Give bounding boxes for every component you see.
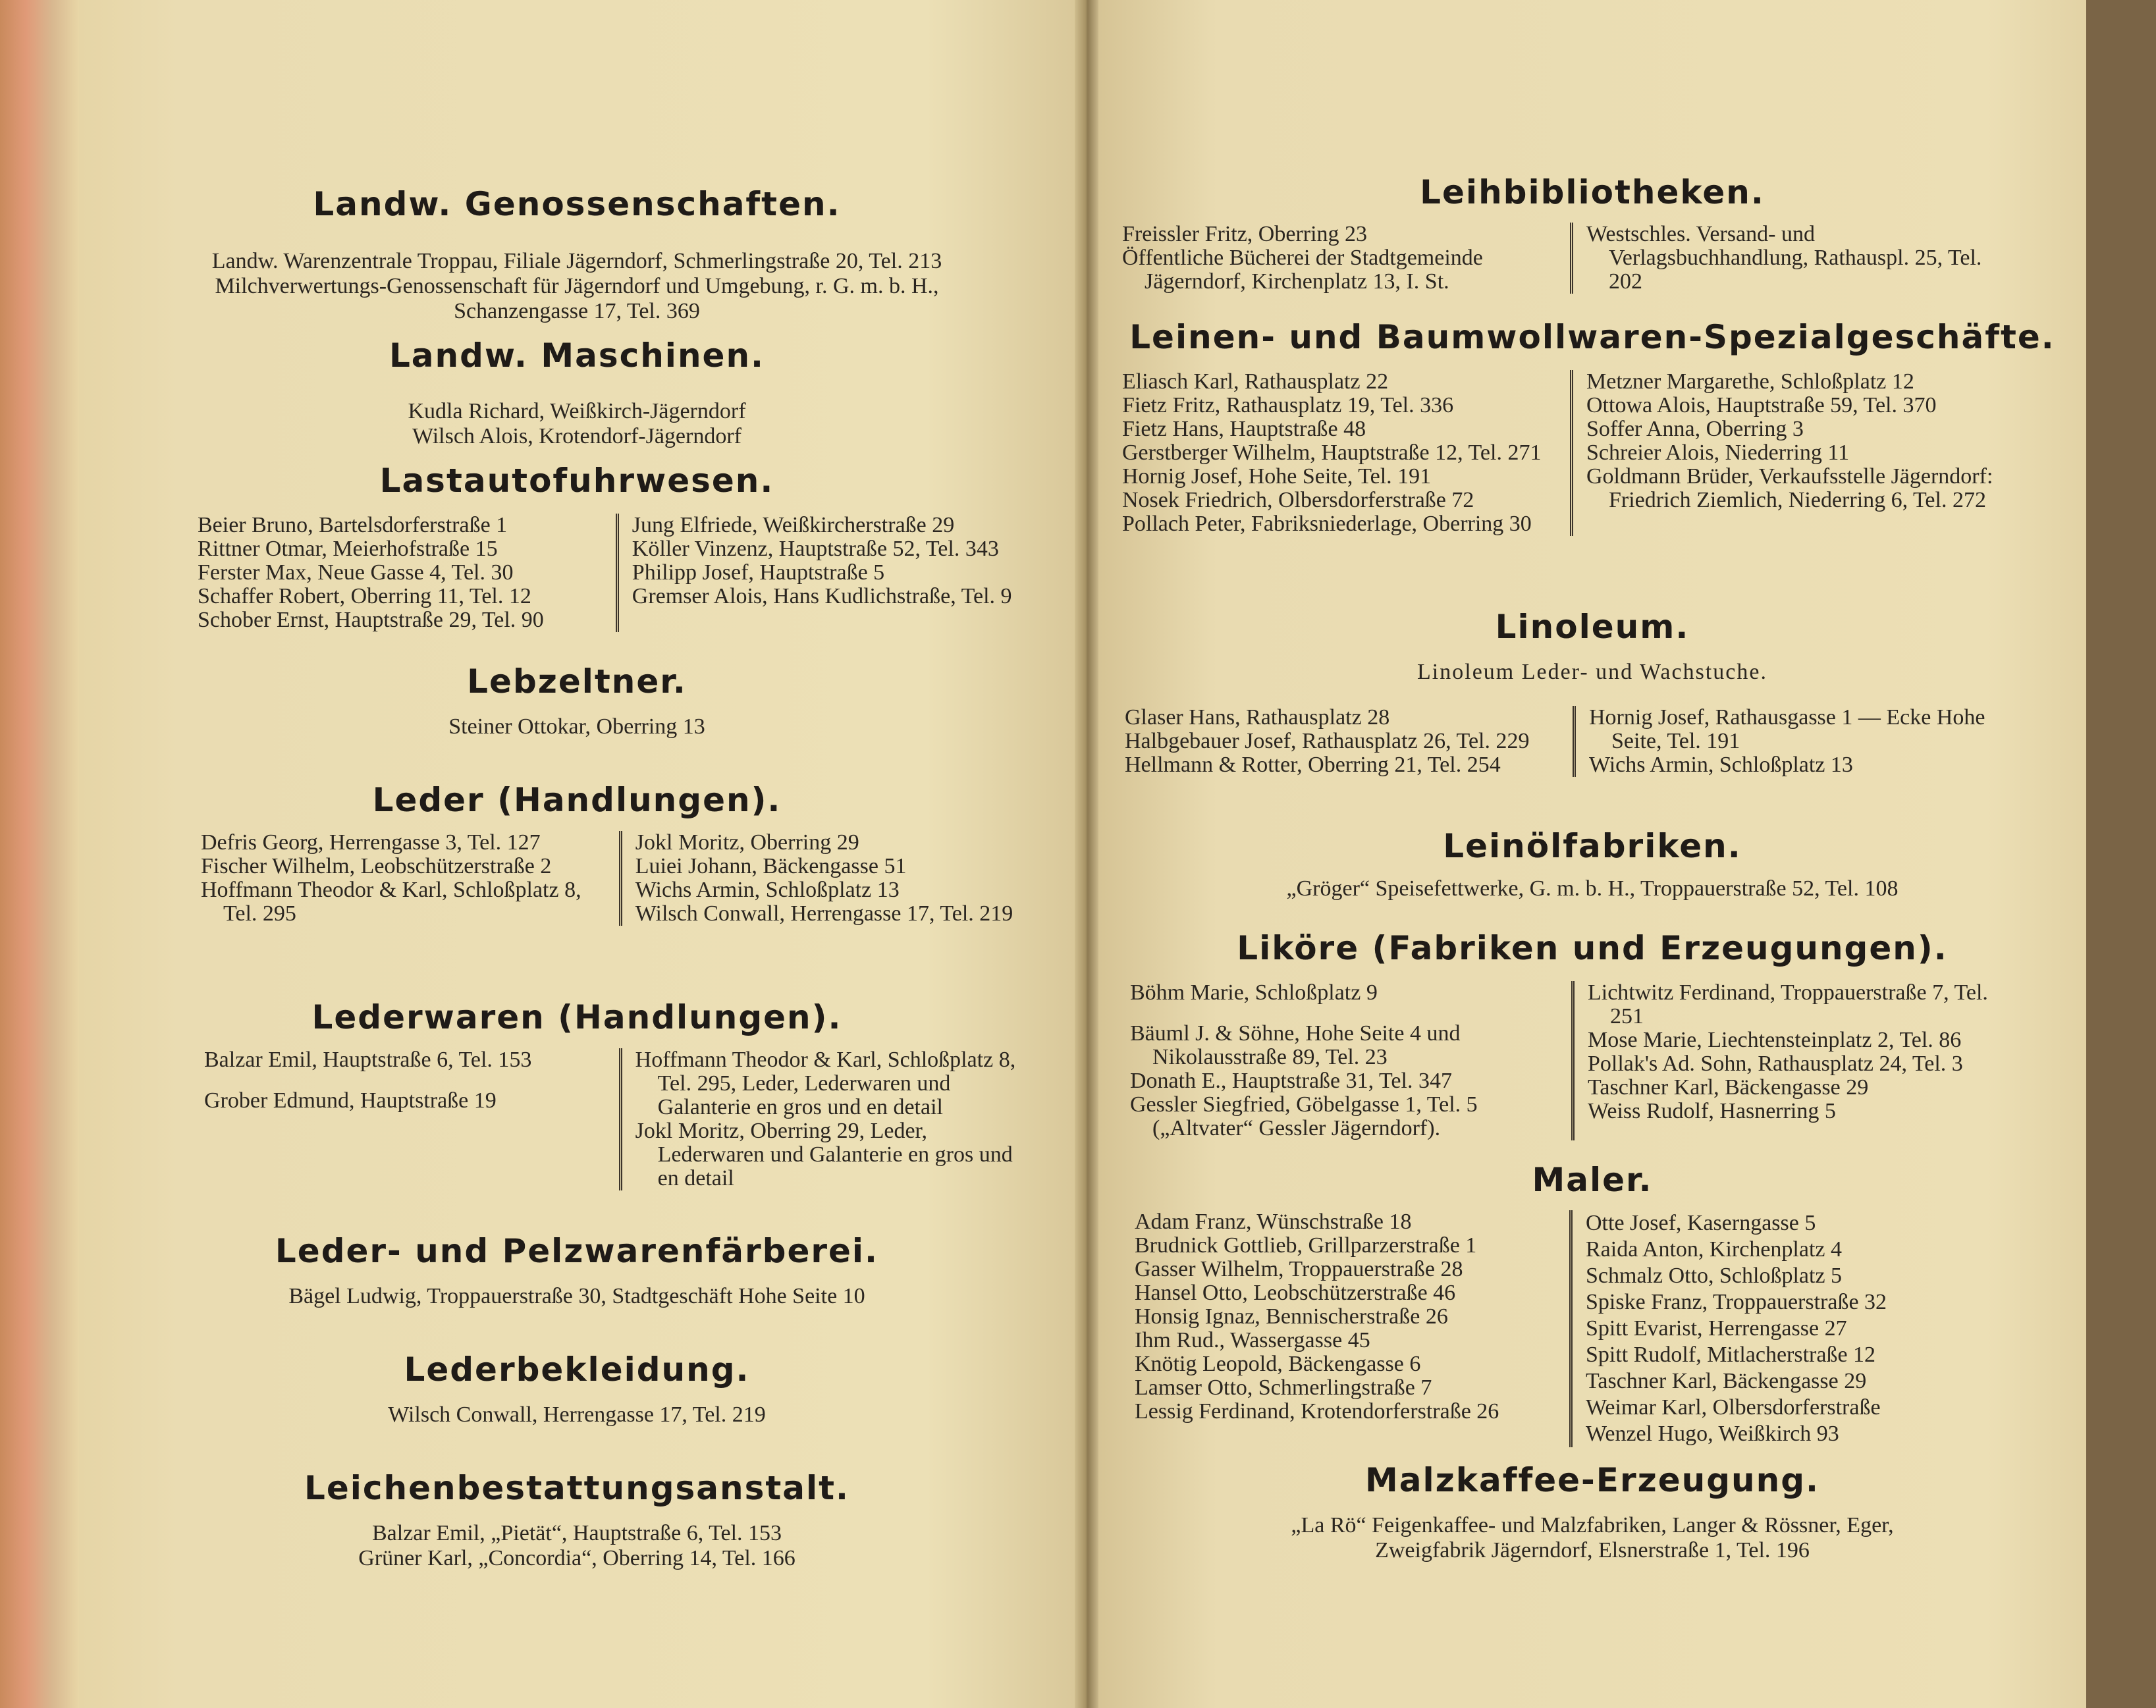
listing-entry: Otte Josef, Kaserngasse 5: [1586, 1211, 1816, 1235]
listing-entry: Gremser Alois, Hans Kudlichstraße, Tel. 9: [632, 584, 1012, 608]
listing-entry: Hansel Otto, Leobschützerstraße 46: [1135, 1281, 1456, 1305]
section-lastauto: [79, 461, 1075, 500]
listing-entry: Donath E., Hauptstraße 31, Tel. 347: [1130, 1069, 1452, 1093]
section-linoleum: [1098, 607, 2086, 685]
section-bekleidung: [79, 1350, 1075, 1428]
listing-entry: Hornig Josef, Hohe Seite, Tel. 191: [1122, 464, 1432, 489]
listing-entry: Lessig Ferdinand, Krotendorferstraße 26: [1135, 1399, 1499, 1424]
listing-entry: Honsig Ignaz, Bennischerstraße 26: [1135, 1304, 1448, 1329]
listing-entry: Weimar Karl, Olbersdorferstraße: [1586, 1395, 1881, 1420]
listing-entry: Gasser Wilhelm, Troppauerstraße 28: [1135, 1257, 1463, 1281]
listing-entry: Jokl Moritz, Oberring 29, Leder, Lederwaren und Galanterie en gros und en detail: [635, 1119, 1013, 1190]
section-heading: Leinölfabriken.: [1443, 827, 1742, 865]
listing-entry: Ihm Rud., Wassergasse 45: [1135, 1328, 1370, 1352]
listing-entry: Taschner Karl, Bäckengasse 29: [1586, 1369, 1867, 1393]
listing-entry: Lichtwitz Ferdinand, Troppauerstraße 7, Tel. 251: [1588, 980, 1988, 1028]
listing-entry: Wichs Armin, Schloßplatz 13: [635, 878, 900, 902]
listing-entry: Goldmann Brüder, Verkaufsstelle Jägerndorf: Friedrich Ziemlich, Niederring 6, Tel. 272: [1586, 464, 1993, 512]
listing-entry: Weiss Rudolf, Hasnerring 5: [1588, 1099, 1836, 1123]
section-leihbibliotheken: [1098, 173, 2086, 212]
listing-entry: Schreier Alois, Niederring 11: [1586, 440, 1850, 465]
listing-entry: Spiske Franz, Troppauerstraße 32: [1586, 1290, 1887, 1314]
listing-line: „Gröger“ Speisefettwerke, G. m. b. H., Troppauerstraße 52, Tel. 108: [1286, 876, 1899, 901]
listing-line: Bägel Ludwig, Troppauerstraße 30, Stadtgeschäft Hohe Seite 10: [288, 1284, 865, 1308]
listing-entry: Fischer Wilhelm, Leobschützerstraße 2: [201, 854, 552, 878]
section-heading: Landw. Maschinen.: [389, 336, 765, 375]
listing-entry: Adam Franz, Wünschstraße 18: [1135, 1210, 1412, 1234]
listing-entry: Rittner Otmar, Meierhofstraße 15: [198, 537, 498, 561]
listing-entry: Gerstberger Wilhelm, Hauptstraße 12, Tel. 271: [1122, 440, 1542, 465]
book-edge: [0, 0, 79, 1708]
listing-entry: Ferster Max, Neue Gasse 4, Tel. 30: [198, 560, 514, 585]
listing-entry: Ottowa Alois, Hauptstraße 59, Tel. 370: [1586, 393, 1937, 417]
section-likoere: [1098, 928, 2086, 968]
listing-entry: Hoffmann Theodor & Karl, Schloßplatz 8, Tel. 295: [201, 878, 581, 926]
section-heading: Liköre (Fabriken und Erzeugungen).: [1237, 929, 1948, 967]
book-gutter: [1075, 0, 1098, 1708]
listing-line: „La Rö“ Feigenkaffee- und Malzfabriken, Langer & Rössner, Eger,: [1291, 1513, 1894, 1537]
section-heading: Leinen- und Baumwollwaren-Spezialgeschäfte.: [1129, 318, 2055, 356]
section-heading: Leder (Handlungen).: [372, 781, 782, 819]
listing-line: Landw. Warenzentrale Troppau, Filiale Jägerndorf, Schmerlingstraße 20, Tel. 213: [211, 249, 942, 273]
listing-line: Milchverwertungs-Genossenschaft für Jägerndorf und Umgebung, r. G. m. b. H.,: [215, 274, 939, 298]
listing-entry: Soffer Anna, Oberring 3: [1586, 417, 1804, 441]
listing-entry: Fietz Hans, Hauptstraße 48: [1122, 417, 1366, 441]
listing-entry: Mose Marie, Liechtensteinplatz 2, Tel. 86: [1588, 1028, 1962, 1052]
listing-entry: Bäuml J. & Söhne, Hohe Seite 4 und Nikolausstraße 89, Tel. 23: [1130, 1021, 1461, 1069]
listing-line: Zweigfabrik Jägerndorf, Elsnerstraße 1, Tel. 196: [1375, 1538, 1810, 1562]
listing-entry: Wenzel Hugo, Weißkirch 93: [1586, 1422, 1839, 1446]
section-genossenschaften: [79, 184, 1075, 324]
listing-entry: Luiei Johann, Bäckengasse 51: [635, 854, 907, 878]
listing-entry: Köller Vinzenz, Hauptstraße 52, Tel. 343: [632, 537, 999, 561]
listing-line: Steiner Ottokar, Oberring 13: [448, 714, 705, 739]
section-subheading: Linoleum Leder- und Wachstuche.: [1417, 660, 1767, 684]
listing-entry: Hornig Josef, Rathausgasse 1 — Ecke Hohe Seite, Tel. 191: [1589, 705, 1985, 753]
listing-line: Balzar Emil, „Pietät“, Hauptstraße 6, Tel. 153: [371, 1521, 782, 1545]
listing-line: Kudla Richard, Weißkirch-Jägerndorf: [408, 399, 746, 423]
listing-entry: Balzar Emil, Hauptstraße 6, Tel. 153: [204, 1048, 532, 1072]
listing-entry: Wichs Armin, Schloßplatz 13: [1589, 753, 1853, 777]
listing-entry: Hoffmann Theodor & Karl, Schloßplatz 8, Tel. 295, Leder, Lederwaren und Galanterie en gros und en detail: [635, 1048, 1016, 1119]
likoere-columns: [1130, 981, 2078, 1140]
listing-entry: Metzner Margarethe, Schloßplatz 12: [1586, 369, 1914, 394]
listing-entry: Fietz Fritz, Rathausplatz 19, Tel. 336: [1122, 393, 1454, 417]
lastauto-columns: [198, 514, 1014, 632]
section-heading: Lastautofuhrwesen.: [379, 462, 774, 500]
listing-entry: Beier Bruno, Bartelsdorferstraße 1: [198, 513, 508, 537]
section-maschinen: [79, 336, 1075, 449]
section-heading: Leihbibliotheken.: [1420, 173, 1765, 211]
listing-entry: Jung Elfriede, Weißkircherstraße 29: [632, 513, 955, 537]
listing-entry: Schaffer Robert, Oberring 11, Tel. 12: [198, 584, 531, 608]
right-page: [1098, 0, 2086, 1708]
leder-columns: [201, 831, 1017, 926]
listing-entry: Nosek Friedrich, Olbersdorferstraße 72: [1122, 488, 1474, 512]
section-heading: Linoleum.: [1495, 608, 1690, 646]
section-bestattung: [79, 1468, 1075, 1571]
listing-entry: Gessler Siegfried, Göbelgasse 1, Tel. 5 („Altvater“ Gessler Jägerndorf).: [1130, 1092, 1478, 1140]
listing-line: Wilsch Alois, Krotendorf-Jägerndorf: [412, 424, 741, 448]
listing-line: Schanzengasse 17, Tel. 369: [454, 299, 700, 323]
section-pelz: [79, 1231, 1075, 1309]
leinen-columns: [1122, 370, 2070, 536]
listing-entry: Pollak's Ad. Sohn, Rathausplatz 24, Tel. 3: [1588, 1052, 1963, 1076]
listing-entry: Böhm Marie, Schloßplatz 9: [1130, 980, 1378, 1005]
background-surface: [2086, 0, 2156, 1708]
listing-entry: Jokl Moritz, Oberring 29: [635, 830, 859, 855]
section-heading: Leichenbestattungsanstalt.: [304, 1469, 850, 1507]
section-lederwaren: [79, 998, 1075, 1037]
listing-entry: Glaser Hans, Rathausplatz 28: [1125, 705, 1390, 730]
listing-entry: Freissler Fritz, Oberring 23: [1122, 222, 1368, 246]
section-heading: Maler.: [1532, 1161, 1653, 1199]
linoleum-columns: [1125, 706, 2073, 777]
listing-entry: Westschles. Versand- und Verlagsbuchhandlung, Rathauspl. 25, Tel. 202: [1586, 222, 1982, 294]
listing-entry: Wilsch Conwall, Herrengasse 17, Tel. 219: [635, 901, 1013, 926]
section-heading: Lederwaren (Handlungen).: [311, 998, 842, 1036]
listing-entry: Knötig Leopold, Bäckengasse 6: [1135, 1352, 1421, 1376]
listing-entry: Defris Georg, Herrengasse 3, Tel. 127: [201, 830, 541, 855]
section-heading: Lebzeltner.: [467, 662, 687, 701]
listing-entry: Eliasch Karl, Rathausplatz 22: [1122, 369, 1389, 394]
listing-line: Wilsch Conwall, Herrengasse 17, Tel. 219: [388, 1402, 766, 1427]
section-heading: Landw. Genossenschaften.: [313, 185, 841, 223]
listing-entry: Grober Edmund, Hauptstraße 19: [204, 1088, 497, 1113]
listing-entry: Brudnick Gottlieb, Grillparzerstraße 1: [1135, 1233, 1477, 1258]
lederwaren-columns: [204, 1048, 1021, 1190]
maler-columns: [1135, 1210, 2083, 1447]
section-leinen: [1098, 317, 2086, 357]
section-heading: Malzkaffee-Erzeugung.: [1365, 1461, 1819, 1499]
listing-entry: Raida Anton, Kirchenplatz 4: [1586, 1237, 1843, 1262]
listing-line: Grüner Karl, „Concordia“, Oberring 14, Tel. 166: [358, 1546, 795, 1570]
listing-entry: Taschner Karl, Bäckengasse 29: [1588, 1075, 1869, 1100]
section-heading: Lederbekleidung.: [404, 1350, 750, 1389]
section-malzkaffee: [1098, 1460, 2086, 1563]
listing-entry: Lamser Otto, Schmerlingstraße 7: [1135, 1375, 1432, 1400]
section-heading: Leder- und Pelzwarenfärberei.: [275, 1232, 879, 1270]
listing-entry: Pollach Peter, Fabriksniederlage, Oberring 30: [1122, 512, 1532, 536]
listing-entry: Schmalz Otto, Schloßplatz 5: [1586, 1264, 1843, 1288]
section-leinoel: [1098, 826, 2086, 901]
section-leder: [79, 780, 1075, 820]
listing-entry: Halbgebauer Josef, Rathausplatz 26, Tel. 229: [1125, 729, 1530, 753]
leihbibliotheken-columns: [1122, 223, 2070, 294]
listing-entry: Spitt Rudolf, Mitlacherstraße 12: [1586, 1343, 1876, 1367]
listing-entry: Schober Ernst, Hauptstraße 29, Tel. 90: [198, 608, 544, 632]
listing-entry: Hellmann & Rotter, Oberring 21, Tel. 254: [1125, 753, 1501, 777]
section-lebzeltner: [79, 662, 1075, 739]
section-maler: [1098, 1160, 2086, 1200]
listing-entry: Spitt Evarist, Herrengasse 27: [1586, 1316, 1847, 1341]
listing-entry: Öffentliche Bücherei der Stadtgemeinde Jägerndorf, Kirchenplatz 13, I. St.: [1122, 246, 1483, 294]
listing-entry: Philipp Josef, Hauptstraße 5: [632, 560, 885, 585]
left-page: [79, 0, 1075, 1708]
